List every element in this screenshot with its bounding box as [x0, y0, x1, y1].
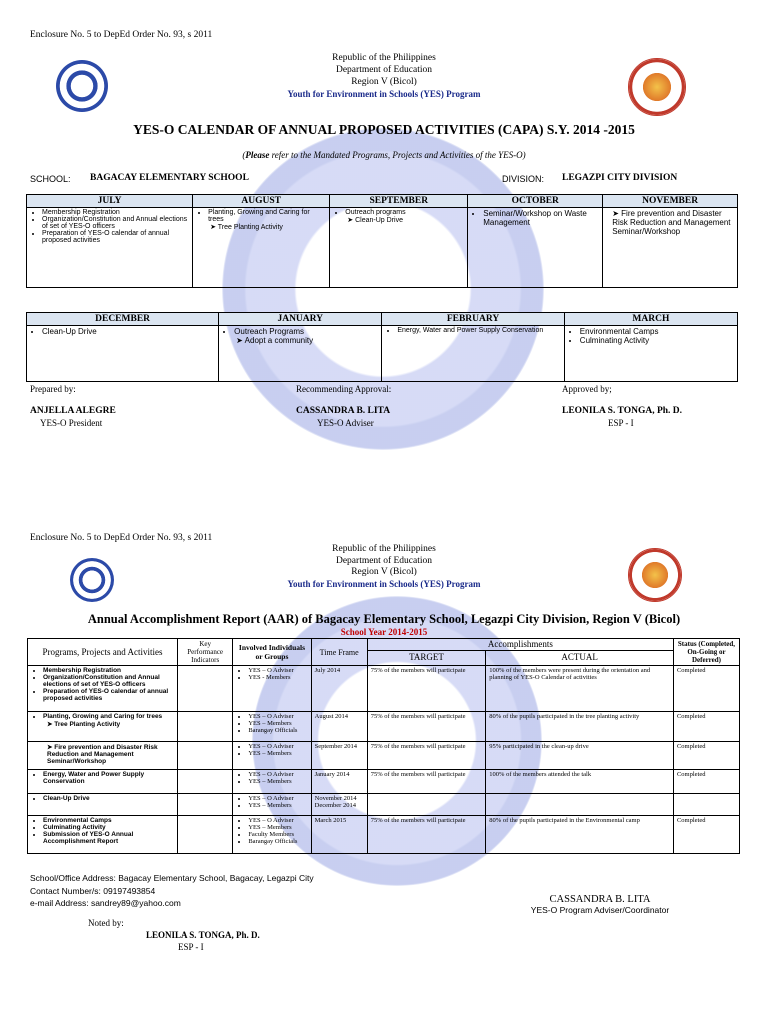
arrow-icon: ➤: [612, 209, 622, 218]
actual-cell: [486, 794, 674, 816]
recommending-name: CASSANDRA B. LITA: [296, 406, 391, 416]
col-actual: ACTUAL: [486, 651, 674, 666]
table-row: [28, 712, 740, 742]
sub-item-label: Tree Planting Activity: [54, 721, 121, 728]
list-item: • Membership Registration: [42, 209, 189, 216]
arrow-icon: ➤: [47, 721, 55, 728]
february-cell: [382, 326, 564, 382]
email-address: e-mail Address: sandrey89@yahoo.com: [30, 898, 181, 908]
kpi-cell: [178, 770, 233, 794]
sub-item-label: Fire prevention and Disaster Risk Reduction and Management Seminar/Workshop: [612, 209, 731, 236]
target-cell: 75% of the members will participate: [367, 770, 486, 794]
table-row: [28, 666, 740, 712]
list-item: • Organization/Constitution and Annual elections of set of YES-O officers: [42, 216, 189, 230]
division-value: LEGAZPI CITY DIVISION: [562, 173, 678, 183]
time-cell: January 2014: [311, 770, 367, 794]
list-item: • Energy, Water and Power Supply Conservation: [397, 327, 560, 334]
office-address: School/Office Address: Bagacay Elementary School, Bagacay, Legazpi City: [30, 873, 314, 883]
involved-cell: [233, 742, 311, 770]
sub-item: [333, 216, 464, 224]
yes-program-seal-icon: [628, 548, 682, 602]
col-status: Status (Completed, On-Going or Deferred): [673, 639, 739, 666]
ppa-cell: [28, 712, 178, 742]
sub-item-label: Clean-Up Drive: [355, 217, 403, 224]
target-cell: 75% of the members will participate: [367, 742, 486, 770]
adviser-title: YES-O Program Adviser/Coordinator: [530, 905, 670, 915]
list-item: • Preparation of YES-O calendar of annual proposed activities: [42, 230, 189, 244]
time-cell: September 2014: [311, 742, 367, 770]
letterhead-line3: Region V (Bicol): [351, 77, 417, 87]
arrow-icon: ➤: [47, 744, 55, 751]
involved-cell: [233, 712, 311, 742]
time-cell: August 2014: [311, 712, 367, 742]
list-item: • YES – O Adviser: [248, 743, 307, 750]
list-item: • Faculty Members: [248, 831, 307, 838]
time-cell: November 2014 December 2014: [311, 794, 367, 816]
contact-block: [30, 872, 314, 910]
status-cell: Completed: [673, 712, 739, 742]
col-target: TARGET: [367, 651, 486, 666]
status-cell: [673, 794, 739, 816]
actual-cell: 80% of the pupils participated in the tree planting activity: [486, 712, 674, 742]
letterhead-line1: Republic of the Philippines: [332, 544, 436, 554]
arrow-icon: ➤: [210, 224, 218, 231]
involved-cell: [233, 794, 311, 816]
sub-item: [31, 720, 174, 728]
status-cell: Completed: [673, 666, 739, 712]
month-header-january: JANUARY: [219, 313, 382, 326]
col-ppa: Programs, Projects and Activities: [28, 639, 178, 666]
ppa-cell: [28, 770, 178, 794]
aar-table: [27, 638, 740, 854]
enclosure-note: Enclosure No. 5 to DepEd Order No. 93, s 2011: [30, 533, 213, 543]
program-name: Youth for Environment in Schools (YES) Program: [287, 578, 481, 589]
page2-letterhead: [250, 544, 518, 590]
list-item: • Barangay Officials: [248, 727, 307, 734]
list-item: • YES – Members: [248, 720, 307, 727]
month-header-july: JULY: [27, 195, 193, 208]
target-cell: 75% of the members will participate: [367, 666, 486, 712]
table-row: [28, 770, 740, 794]
status-cell: Completed: [673, 742, 739, 770]
sub-item: [31, 743, 174, 765]
noted-title: ESP - I: [178, 942, 204, 952]
list-item: • Energy, Water and Power Supply Conservation: [43, 771, 174, 785]
list-item: • Culminating Activity: [43, 824, 174, 831]
month-header-march: MARCH: [564, 313, 737, 326]
letterhead-line3: Region V (Bicol): [351, 567, 417, 577]
arrow-icon: ➤: [236, 336, 245, 345]
note-bold: Please: [245, 150, 270, 160]
august-cell: [193, 208, 330, 288]
list-item: • YES – Members: [248, 802, 307, 809]
col-time: Time Frame: [311, 639, 367, 666]
sub-item: [222, 336, 378, 345]
calendar-table-row1: [26, 194, 738, 288]
status-cell: Completed: [673, 770, 739, 794]
contact-number: Contact Number/s: 09197493854: [30, 885, 156, 896]
list-item: • YES – O Adviser: [248, 667, 307, 674]
list-item: • YES – Members: [248, 778, 307, 785]
list-item: • Environmental Camps: [43, 817, 174, 824]
actual-cell: 80% of the pupils participated in the Environmental camp: [486, 816, 674, 854]
capa-note: [0, 150, 768, 160]
kpi-cell: [178, 742, 233, 770]
kpi-cell: [178, 666, 233, 712]
involved-cell: [233, 816, 311, 854]
note-prefix: (: [242, 150, 246, 160]
july-cell: [27, 208, 193, 288]
ppa-cell: [28, 816, 178, 854]
note-rest: refer to the Mandated Programs, Projects and Activities of the YES-O): [269, 150, 526, 160]
list-item: • Planting, Growing and Caring for trees: [43, 713, 174, 720]
target-cell: 75% of the members will participate: [367, 712, 486, 742]
ppa-cell: [28, 666, 178, 712]
table-row: [28, 794, 740, 816]
approved-title: ESP - I: [608, 418, 634, 428]
january-cell: [219, 326, 382, 382]
letterhead-line1: Republic of the Philippines: [332, 53, 436, 63]
month-header-february: FEBRUARY: [382, 313, 564, 326]
program-name: Youth for Environment in Schools (YES) Program: [287, 89, 481, 99]
col-kpi: Key Performance Indicators: [178, 639, 233, 666]
december-cell: [27, 326, 219, 382]
kpi-cell: [178, 712, 233, 742]
month-header-december: DECEMBER: [27, 313, 219, 326]
september-cell: [330, 208, 468, 288]
month-header-october: OCTOBER: [468, 195, 603, 208]
approved-label: Approved by;: [562, 384, 612, 394]
month-header-september: SEPTEMBER: [330, 195, 468, 208]
prepared-title: YES-O President: [40, 418, 103, 428]
recommending-title: YES-O Adviser: [317, 418, 374, 428]
time-cell: March 2015: [311, 816, 367, 854]
list-item: • Submission of YES-O Annual Accomplishment Report: [43, 831, 174, 845]
approved-name: LEONILA S. TONGA, Ph. D.: [562, 406, 683, 416]
actual-cell: 95% participated in the clean-up drive: [486, 742, 674, 770]
list-item: • YES – O Adviser: [248, 817, 307, 824]
table-row: [28, 742, 740, 770]
calendar-table-row2: [26, 312, 738, 382]
noted-label: Noted by:: [88, 918, 124, 928]
letterhead-line2: Department of Education: [335, 555, 433, 566]
actual-cell: 100% of the members were present during the orientation and planning of YES-O Calendar of activities: [486, 666, 674, 712]
prepared-label: Prepared by:: [30, 384, 76, 394]
involved-cell: [233, 770, 311, 794]
enclosure-note: Enclosure No. 5 to DepEd Order No. 93, s 2011: [30, 30, 213, 40]
prepared-name: ANJELLA ALEGRE: [30, 406, 116, 416]
list-item: • Outreach Programs: [234, 327, 378, 336]
list-item: • YES – O Adviser: [248, 713, 307, 720]
list-item: • Planting, Growing and Caring for trees: [208, 209, 326, 223]
school-value: BAGACAY ELEMENTARY SCHOOL: [90, 173, 249, 183]
noted-name: LEONILA S. TONGA, Ph. D.: [146, 930, 260, 940]
letterhead-line2: Department of Education: [335, 65, 433, 75]
sub-item-label: Tree Planting Activity: [217, 224, 283, 231]
time-cell: July 2014: [311, 666, 367, 712]
list-item: • Clean-Up Drive: [42, 327, 215, 336]
col-involved: Involved Individuals or Groups: [233, 639, 311, 666]
list-item: • Preparation of YES-O calendar of annual proposed activities: [43, 688, 174, 702]
school-label: SCHOOL:: [30, 174, 71, 184]
target-cell: [367, 794, 486, 816]
list-item: • YES – O Adviser: [248, 795, 307, 802]
list-item: • Membership Registration: [43, 667, 174, 674]
adviser-signature: [500, 894, 700, 915]
list-item: • YES – Members: [248, 824, 307, 831]
col-accomplishments: Accomplishments: [367, 639, 673, 651]
page1-letterhead: [250, 52, 518, 100]
list-item: • Seminar/Workshop on Waste Management: [483, 209, 599, 227]
actual-cell: 100% of the members attended the talk: [486, 770, 674, 794]
yes-program-seal-icon: [628, 58, 686, 116]
involved-cell: [233, 666, 311, 712]
recommending-label: Recommending Approval:: [296, 384, 392, 394]
kpi-cell: [178, 816, 233, 854]
list-item: • Barangay Officials: [248, 838, 307, 845]
school-seal-watermark: [222, 128, 544, 450]
sub-item-label: Adopt a community: [244, 336, 314, 345]
capa-title: YES-O CALENDAR OF ANNUAL PROPOSED ACTIVITIES (CAPA) S.Y. 2014 -2015: [133, 122, 635, 137]
adviser-name: CASSANDRA B. LITA: [549, 894, 651, 905]
list-item: • Organization/Constitution and Annual elections of set of YES-O officers: [43, 674, 174, 688]
ppa-cell: [28, 742, 178, 770]
kpi-cell: [178, 794, 233, 816]
october-cell: [468, 208, 603, 288]
sub-item: [606, 209, 734, 236]
list-item: • Clean-Up Drive: [43, 795, 174, 802]
list-item: • Culminating Activity: [580, 336, 734, 345]
status-cell: Completed: [673, 816, 739, 854]
sub-item-label: Fire prevention and Disaster Risk Reduction and Management Seminar/Workshop: [47, 744, 158, 765]
school-year: School Year 2014-2015: [340, 627, 428, 637]
list-item: • YES – O Adviser: [248, 771, 307, 778]
division-label: DIVISION:: [502, 174, 545, 184]
november-cell: [603, 208, 738, 288]
list-item: • YES – Members: [248, 750, 307, 757]
sub-item: [196, 223, 326, 231]
aar-title: Annual Accomplishment Report (AAR) of Bagacay Elementary School, Legazpi City Division, Region V (Bicol): [87, 612, 681, 626]
list-item: • Outreach programs: [345, 209, 464, 216]
deped-seal-icon: [56, 60, 108, 112]
list-item: • YES - Members: [248, 674, 307, 681]
target-cell: 75% of the members will participate: [367, 816, 486, 854]
table-row: [28, 816, 740, 854]
list-item: • Environmental Camps: [580, 327, 734, 336]
arrow-icon: ➤: [347, 217, 356, 224]
deped-seal-icon: [70, 558, 114, 602]
march-cell: [564, 326, 737, 382]
ppa-cell: [28, 794, 178, 816]
month-header-august: AUGUST: [193, 195, 330, 208]
month-header-november: NOVEMBER: [603, 195, 738, 208]
